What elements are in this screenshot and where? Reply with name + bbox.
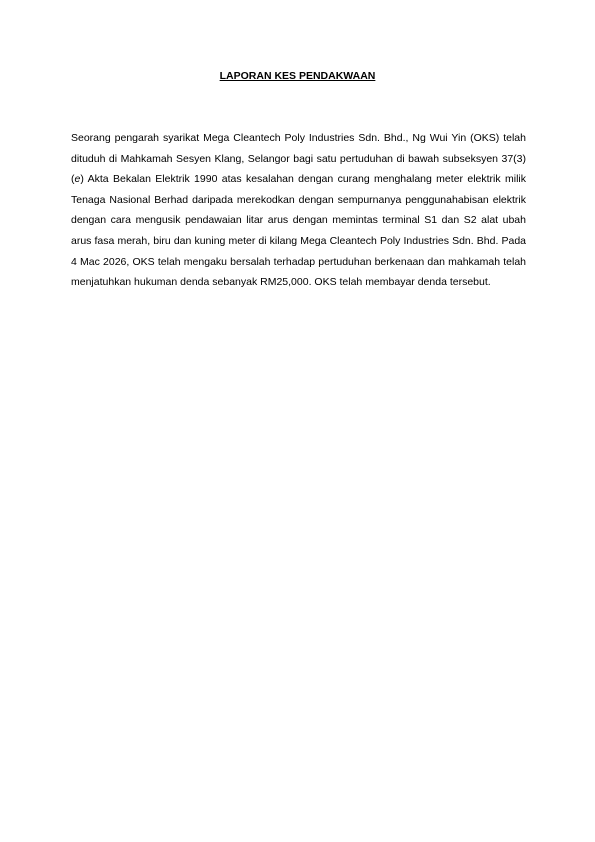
paragraph-text-part-2: ) Akta Bekalan Elektrik 1990 atas kesalahan dengan curang menghalang meter elektrik milik Tenaga Nasional Berhad daripada merekodkan dengan sempurnanya penggunahabisan elektrik dengan cara mengusik pendawaian litar arus dengan memintas terminal S1 dan S2 alat ubah arus fasa merah, biru dan kuning meter di kilang Mega Cleantech Poly Industries Sdn. Bhd. Pada 4 Mac 2026, OKS telah mengaku bersalah terhadap pertuduhan berkenaan dan mahkamah telah menjatuhkan hukuman denda sebanyak RM25,000. OKS telah membayar denda tersebut. <box>71 173 526 289</box>
paragraph-text-part-1: Seorang pengarah syarikat Mega Cleantech Poly Industries Sdn. Bhd., Ng Wui Yin (OKS) telah dituduh di Mahkamah Sesyen Klang, Selangor bagi satu pertuduhan di bawah subseksyen 37(3)( <box>71 132 526 186</box>
subsection-letter: e <box>74 173 81 186</box>
document-title: LAPORAN KES PENDAKWAAN <box>219 70 376 82</box>
case-report-paragraph <box>71 128 526 293</box>
